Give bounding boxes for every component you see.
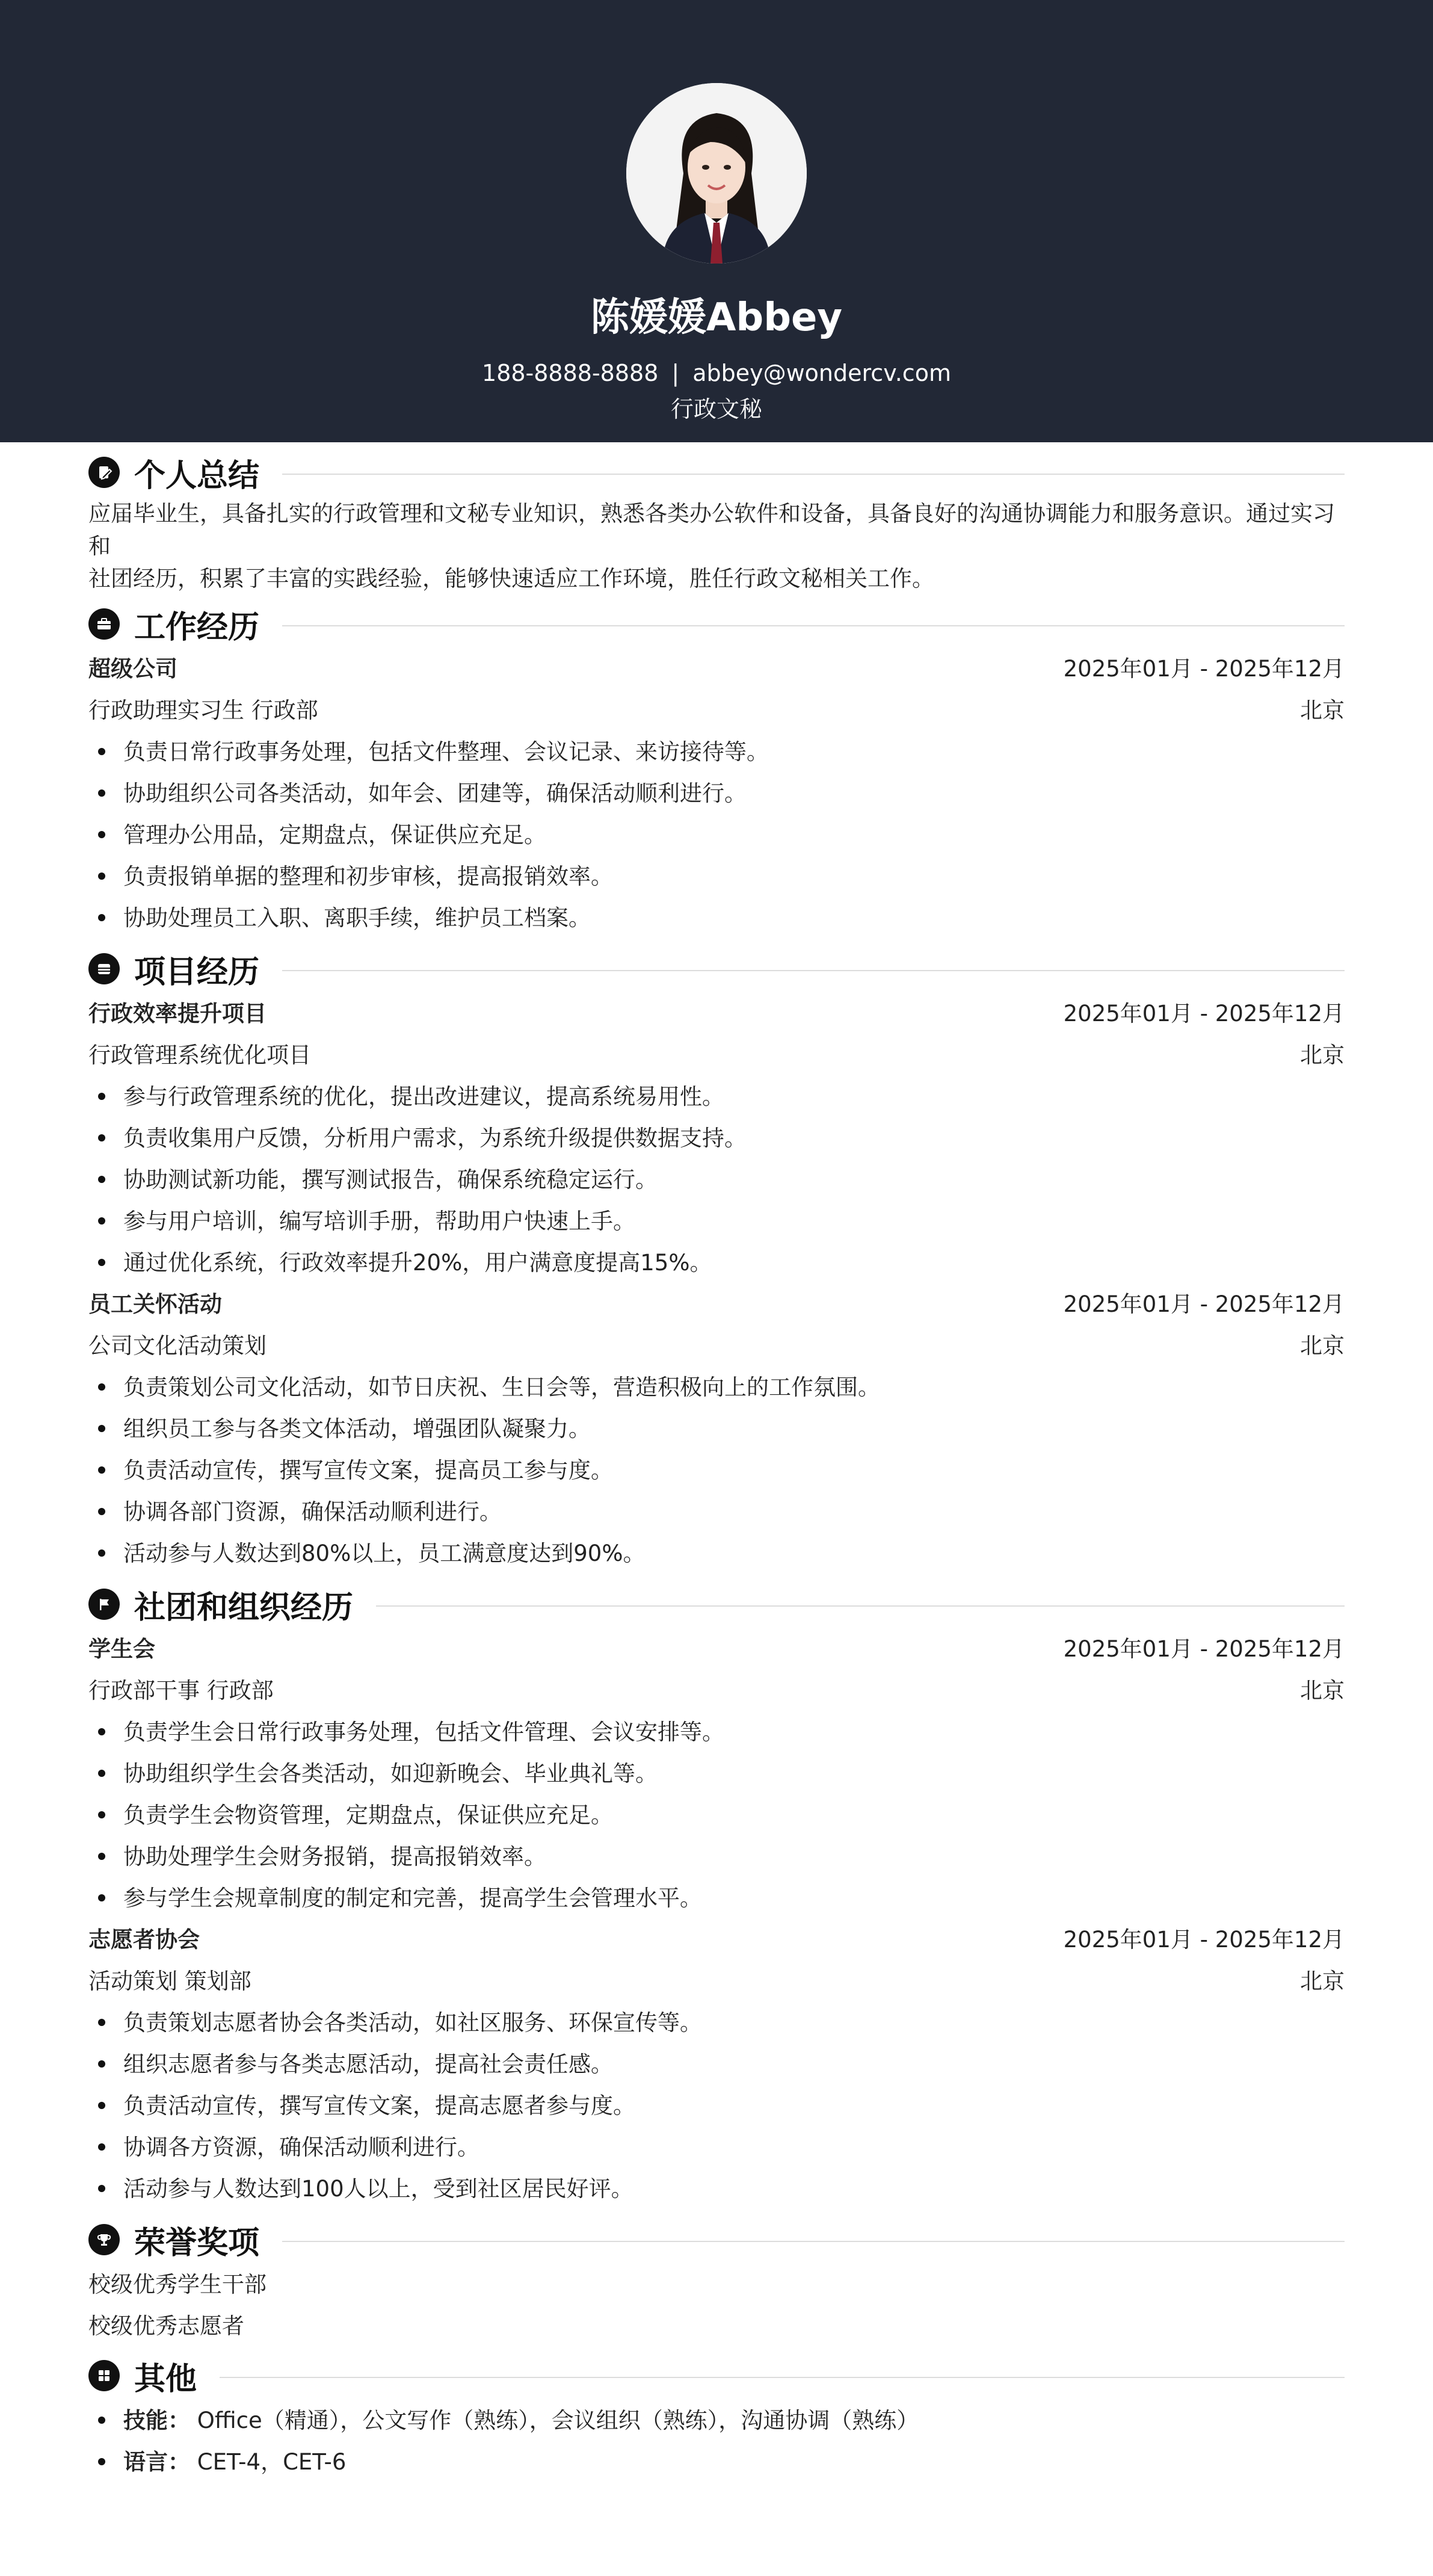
portrait-image xyxy=(626,83,807,264)
section-header-clubs xyxy=(88,1580,1345,1628)
entry-subheader-row xyxy=(88,690,1345,731)
location: 北京 xyxy=(1300,1968,1345,1994)
candidate-name: 陈媛媛Abbey xyxy=(590,295,843,340)
bullet-item: 组织员工参与各类文体活动，增强团队凝聚力。 xyxy=(123,1408,1345,1450)
date-range: 2025年01月 - 2025年12月 xyxy=(1063,1927,1345,1953)
bullet-item: 协助测试新功能，撰写测试报告，确保系统稳定运行。 xyxy=(123,1159,1345,1200)
entry-subheader-row xyxy=(88,1034,1345,1076)
grid-icon xyxy=(88,2360,120,2391)
section-divider xyxy=(282,970,1345,971)
section-divider xyxy=(282,474,1345,475)
section-header-work xyxy=(88,600,1345,648)
section-divider xyxy=(376,1605,1345,1607)
skills-item xyxy=(123,2400,1345,2441)
entry-header-row xyxy=(88,1628,1345,1670)
club-entry xyxy=(88,1919,1345,2210)
contact-line xyxy=(0,355,1433,391)
date-range: 2025年01月 - 2025年12月 xyxy=(1063,656,1345,682)
briefcase-icon xyxy=(88,608,120,640)
email-address: abbey@wondercv.com xyxy=(692,360,951,386)
club-entry xyxy=(88,1628,1345,1919)
bullet-item: 协助处理学生会财务报销，提高报销效率。 xyxy=(123,1836,1345,1877)
entry-subheader-row xyxy=(88,1670,1345,1711)
bullet-item: 管理办公用品，定期盘点，保证供应充足。 xyxy=(123,814,1345,856)
entry-header-row xyxy=(88,1919,1345,1960)
date-range: 2025年01月 - 2025年12月 xyxy=(1063,1636,1345,1662)
bullet-item: 参与用户培训，编写培训手册，帮助用户快速上手。 xyxy=(123,1200,1345,1242)
bullet-item: 负责活动宣传，撰写宣传文案，提高员工参与度。 xyxy=(123,1450,1345,1491)
location: 北京 xyxy=(1300,1678,1345,1703)
project-name: 员工关怀活动 xyxy=(88,1291,222,1317)
section-header-other xyxy=(88,2352,1345,2400)
location: 北京 xyxy=(1300,1042,1345,1068)
position-title: 活动策划 策划部 xyxy=(88,1968,251,1994)
languages-item xyxy=(123,2441,1345,2483)
organization-name: 超级公司 xyxy=(88,656,177,682)
bullet-item: 协助组织学生会各类活动，如迎新晚会、毕业典礼等。 xyxy=(123,1753,1345,1794)
section-title-projects: 项目经历 xyxy=(134,954,260,990)
position-title: 行政部干事 行政部 xyxy=(88,1678,274,1703)
section-title-awards: 荣誉奖项 xyxy=(134,2225,260,2261)
work-entry xyxy=(88,648,1345,939)
section-title-summary: 个人总结 xyxy=(134,457,260,494)
position-title: 公司文化活动策划 xyxy=(88,1333,267,1359)
section-divider xyxy=(220,2377,1345,2378)
bullet-item: 协调各部门资源，确保活动顺利进行。 xyxy=(123,1491,1345,1533)
trophy-icon xyxy=(88,2224,120,2255)
contact-separator: | xyxy=(671,360,680,386)
bullet-item: 负责策划志愿者协会各类活动，如社区服务、环保宣传等。 xyxy=(123,2002,1345,2043)
skills-label: 技能： xyxy=(123,2408,190,2433)
section-header-summary xyxy=(88,448,1345,496)
award-item: 校级优秀志愿者 xyxy=(88,2313,244,2339)
section-header-awards xyxy=(88,2216,1345,2264)
project-entry xyxy=(88,993,1345,1283)
entry-header-row xyxy=(88,993,1345,1034)
languages-label: 语言： xyxy=(123,2449,190,2475)
position-title: 行政助理实习生 行政部 xyxy=(88,697,318,723)
organization-name: 志愿者协会 xyxy=(88,1927,200,1953)
date-range: 2025年01月 - 2025年12月 xyxy=(1063,1001,1345,1027)
flag-icon xyxy=(88,1589,120,1620)
bullet-item: 协助处理员工入职、离职手续，维护员工档案。 xyxy=(123,897,1345,939)
bullet-list xyxy=(88,2002,1345,2210)
entry-subheader-row xyxy=(88,1960,1345,2002)
project-name: 行政效率提升项目 xyxy=(88,1001,267,1027)
folder-icon xyxy=(88,953,120,984)
bullet-item: 活动参与人数达到80%以上，员工满意度达到90%。 xyxy=(123,1533,1345,1574)
summary-text xyxy=(88,498,1345,595)
date-range: 2025年01月 - 2025年12月 xyxy=(1063,1291,1345,1317)
bullet-list xyxy=(88,1711,1345,1919)
skills-value: Office（精通），公文写作（熟练），会议组织（熟练），沟通协调（熟练） xyxy=(197,2408,919,2433)
bullet-item: 参与行政管理系统的优化，提出改进建议，提高系统易用性。 xyxy=(123,1076,1345,1117)
bullet-item: 活动参与人数达到100人以上，受到社区居民好评。 xyxy=(123,2168,1345,2210)
bullet-item: 负责报销单据的整理和初步审核，提高报销效率。 xyxy=(123,856,1345,897)
bullet-item: 参与学生会规章制度的制定和完善，提高学生会管理水平。 xyxy=(123,1877,1345,1919)
organization-name: 学生会 xyxy=(88,1636,155,1662)
entry-subheader-row xyxy=(88,1325,1345,1367)
phone-number: 188-8888-8888 xyxy=(482,360,659,386)
bullet-item: 负责收集用户反馈，分析用户需求，为系统升级提供数据支持。 xyxy=(123,1117,1345,1159)
section-divider xyxy=(282,2241,1345,2242)
bullet-item: 协助组织公司各类活动，如年会、团建等，确保活动顺利进行。 xyxy=(123,773,1345,814)
resume-header xyxy=(0,0,1433,442)
bullet-item: 通过优化系统，行政效率提升20%，用户满意度提高15%。 xyxy=(123,1242,1345,1283)
bullet-item: 负责策划公司文化活动，如节日庆祝、生日会等，营造积极向上的工作氛围。 xyxy=(123,1367,1345,1408)
bullet-item: 协调各方资源，确保活动顺利进行。 xyxy=(123,2127,1345,2168)
bullet-item: 负责学生会物资管理，定期盘点，保证供应充足。 xyxy=(123,1794,1345,1836)
profile-photo xyxy=(626,83,807,264)
summary-line: 社团经历，积累了丰富的实践经验，能够快速适应工作环境，胜任行政文秘相关工作。 xyxy=(88,566,934,591)
bullet-list xyxy=(88,1076,1345,1283)
edit-icon xyxy=(88,457,120,488)
bullet-item: 负责学生会日常行政事务处理，包括文件管理、会议安排等。 xyxy=(123,1711,1345,1753)
section-title-work: 工作经历 xyxy=(134,609,260,646)
section-title-clubs: 社团和组织经历 xyxy=(134,1589,354,1626)
bullet-item: 负责活动宣传，撰写宣传文案，提高志愿者参与度。 xyxy=(123,2085,1345,2127)
position-title: 行政管理系统优化项目 xyxy=(88,1042,311,1068)
section-divider xyxy=(282,625,1345,626)
summary-line: 应届毕业生，具备扎实的行政管理和文秘专业知识，熟悉各类办公软件和设备，具备良好的沟通协调能力和服务意识。通过实习和 xyxy=(88,501,1335,559)
location: 北京 xyxy=(1300,697,1345,723)
entry-header-row xyxy=(88,648,1345,690)
bullet-item: 负责日常行政事务处理，包括文件整理、会议记录、来访接待等。 xyxy=(123,731,1345,773)
project-entry xyxy=(88,1283,1345,1574)
award-item: 校级优秀学生干部 xyxy=(88,2272,267,2297)
bullet-item: 组织志愿者参与各类志愿活动，提高社会责任感。 xyxy=(123,2043,1345,2085)
resume-body xyxy=(88,448,1345,2483)
other-list xyxy=(88,2400,1345,2483)
languages-value: CET-4，CET-6 xyxy=(197,2449,347,2475)
location: 北京 xyxy=(1300,1333,1345,1359)
section-header-projects xyxy=(88,945,1345,993)
bullet-list xyxy=(88,1367,1345,1574)
entry-header-row xyxy=(88,1283,1345,1325)
section-title-other: 其他 xyxy=(134,2361,197,2397)
job-title: 行政文秘 xyxy=(670,396,762,422)
bullet-list xyxy=(88,731,1345,939)
